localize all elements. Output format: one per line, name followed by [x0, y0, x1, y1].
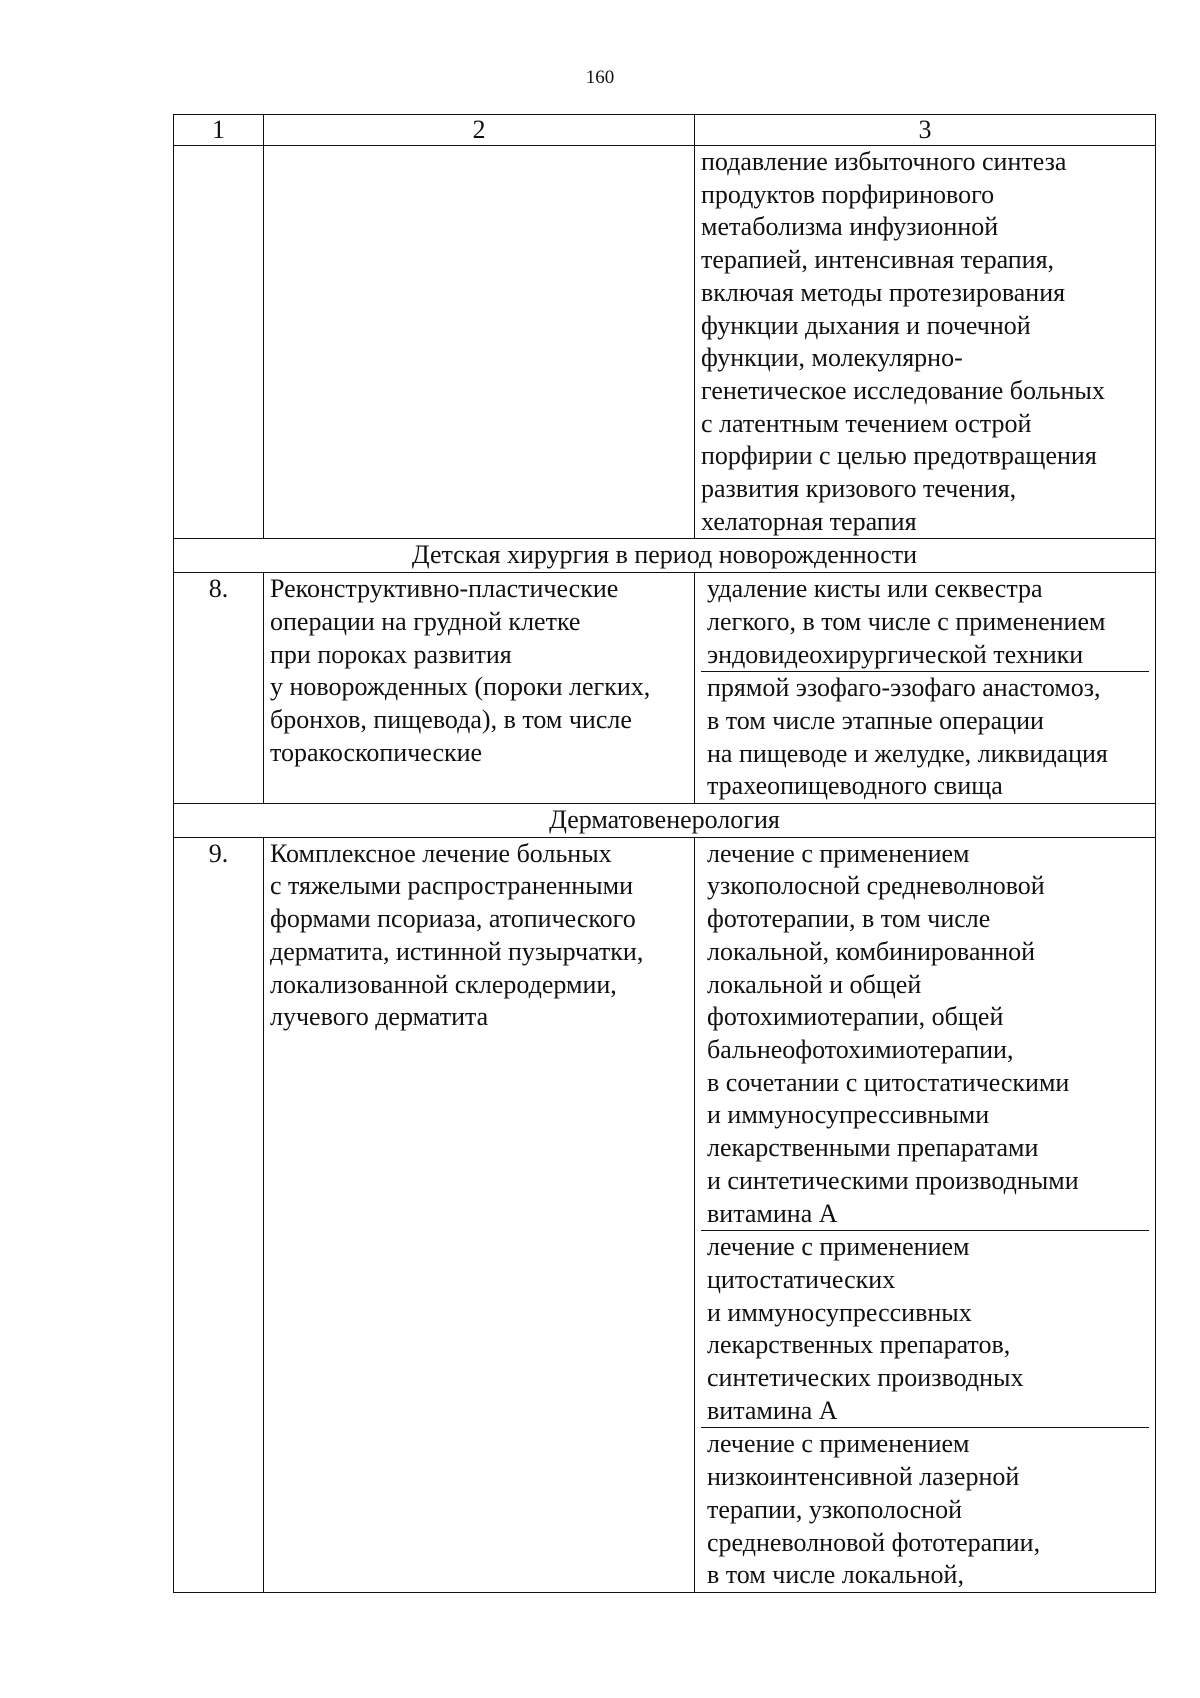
section-title: Детская хирургия в период новорожденности: [174, 539, 1156, 573]
text-line: лекарственных препаратов,: [707, 1330, 1011, 1360]
header-col-3: 3: [695, 115, 1156, 146]
text-line: и синтетическими производными: [707, 1165, 1079, 1195]
row8-description: [264, 573, 695, 804]
text-line: в том числе локальной,: [707, 1560, 964, 1590]
continuation-col-1: [174, 146, 264, 539]
text-line: лечение с применением: [707, 1232, 970, 1262]
text-line: лекарственными препаратами: [707, 1133, 1039, 1163]
text-line: генетическое исследование больных: [701, 375, 1105, 405]
text-line: при пороках развития: [270, 639, 512, 669]
text-line: бальнеофотохимиотерапии,: [707, 1034, 1014, 1064]
text-line: подавление избыточного синтеза: [701, 147, 1067, 176]
text-line: на пищеводе и желудке, ликвидация: [707, 738, 1108, 768]
row9-methods: [695, 837, 1156, 1592]
table-row-continuation: [174, 146, 1156, 539]
text-line: терапии, узкополосной: [707, 1494, 962, 1524]
text-line: цитостатических: [707, 1264, 896, 1294]
text-line: лучевого дерматита: [270, 1002, 489, 1032]
text-line: лечение с применением: [707, 838, 970, 868]
text-line: локальной, комбинированной: [707, 936, 1036, 966]
text-line: хелаторная терапия: [701, 506, 917, 536]
text-line: терапией, интенсивная терапия,: [701, 245, 1055, 275]
text-line: локализованной склеродермии,: [270, 969, 617, 999]
text-line: Комплексное лечение больных: [270, 838, 612, 868]
procedures-table: [173, 114, 1156, 1593]
header-col-1: 1: [174, 115, 264, 146]
page-number: 160: [585, 67, 615, 88]
method-cell: [701, 1427, 1149, 1592]
text-line: локальной и общей: [707, 969, 922, 999]
row8-methods-blocks: [701, 573, 1149, 803]
text-line: удаление кисты или секвестра: [707, 574, 1043, 604]
section-row-pediatric-surgery: [174, 539, 1156, 573]
continuation-col-2: [264, 146, 695, 539]
text-line: дерматита, истинной пузырчатки,: [270, 936, 644, 966]
section-row-dermatovenerology: [174, 804, 1156, 838]
text-line: витамина А: [707, 1395, 838, 1425]
text-line: лечение с применением: [707, 1429, 970, 1459]
continuation-col-3: [695, 146, 1156, 539]
text-line: средневолновой фототерапии,: [707, 1527, 1041, 1557]
text-line: метаболизма инфузионной: [701, 212, 999, 242]
text-line: продуктов порфиринового: [701, 179, 995, 209]
table-row-9: [174, 837, 1156, 1592]
row9-methods-blocks: [701, 838, 1149, 1592]
text-line: и иммуносупрессивных: [707, 1297, 972, 1327]
method-cell: [701, 671, 1149, 803]
text-line: фототерапии, в том числе: [707, 904, 991, 934]
table-row-8: [174, 573, 1156, 804]
text-line: операции на грудной клетке: [270, 606, 581, 636]
row8-methods: [695, 573, 1156, 804]
header-col-2: 2: [264, 115, 695, 146]
text-line: в том числе этапные операции: [707, 705, 1044, 735]
text-line: легкого, в том числе с применением: [707, 606, 1106, 636]
text-line: витамина А: [707, 1198, 838, 1228]
text-line: формами псориаза, атопического: [270, 904, 636, 934]
text-line: бронхов, пищевода), в том числе: [270, 704, 632, 734]
text-line: развития кризового течения,: [701, 474, 1017, 504]
text-line: трахеопищеводного свища: [707, 771, 1003, 801]
text-line: с тяжелыми распространенными: [270, 871, 634, 901]
text-line: и иммуносупрессивными: [707, 1100, 990, 1130]
text-line: прямой эзофаго-эзофаго анастомоз,: [707, 673, 1101, 703]
text-line: узкополосной средневолновой: [707, 871, 1045, 901]
row-number: 8.: [174, 573, 264, 804]
method-cell: [701, 838, 1149, 1230]
row8-description-text: [270, 573, 688, 769]
text-line: функции дыхания и почечной: [701, 310, 1031, 340]
text-line: торакоскопические: [270, 737, 483, 767]
text-line: Реконструктивно-пластические: [270, 574, 619, 604]
row-number: 9.: [174, 837, 264, 1592]
method-cell: [701, 573, 1149, 671]
text-line: функции, молекулярно-: [701, 343, 963, 373]
text-line: низкоинтенсивной лазерной: [707, 1462, 1020, 1492]
table-header-row: [174, 115, 1156, 146]
text-line: синтетических производных: [707, 1363, 1024, 1393]
section-title: Дерматовенерология: [174, 804, 1156, 838]
row9-description: [264, 837, 695, 1592]
text-line: порфирии с целью предотвращения: [701, 441, 1097, 471]
row9-description-text: [270, 838, 688, 1034]
text-line: фотохимиотерапии, общей: [707, 1002, 1004, 1032]
continuation-text: [701, 146, 1149, 538]
text-line: в сочетании с цитостатическими: [707, 1067, 1070, 1097]
text-line: эндовидеохирургической техники: [707, 639, 1084, 669]
text-line: с латентным течением острой: [701, 408, 1032, 438]
text-line: включая методы протезирования: [701, 277, 1066, 307]
method-cell: [701, 1230, 1149, 1427]
text-line: у новорожденных (пороки легких,: [270, 672, 651, 702]
